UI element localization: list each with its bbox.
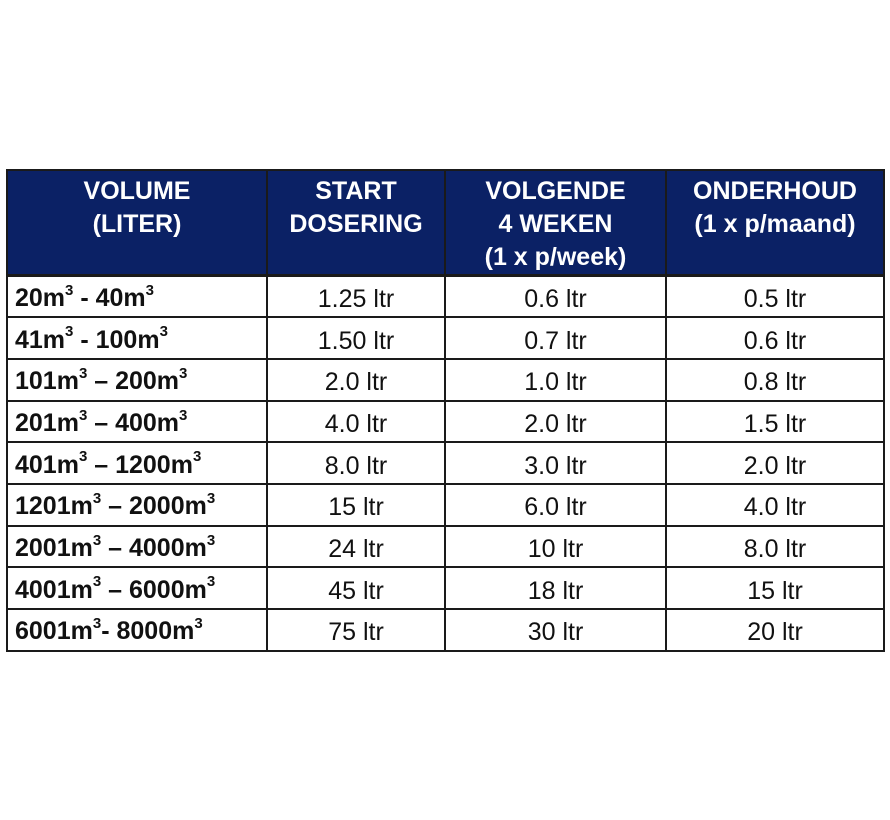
start-dose-cell: 24 ltr (267, 526, 445, 568)
volume-range-cell (7, 276, 267, 318)
table-row (7, 567, 884, 609)
header-volume-line-2: (LITER) (92, 210, 182, 238)
range-to: 40m (95, 284, 146, 313)
table-row (7, 609, 884, 651)
range-to: 200m (115, 367, 180, 396)
range-separator: - (73, 284, 96, 313)
range-to: 6000m (129, 575, 207, 604)
range-from-exponent: 3 (92, 573, 102, 591)
volume-range-cell (7, 484, 267, 526)
range-separator: – (101, 492, 129, 521)
weekly-dose-cell: 6.0 ltr (445, 484, 666, 526)
table-row (7, 526, 884, 568)
maintenance-dose-cell: 4.0 ltr (666, 484, 884, 526)
table-row (7, 442, 884, 484)
range-to: 1200m (115, 450, 193, 479)
range-to-exponent: 3 (179, 364, 188, 382)
table-row (7, 359, 884, 401)
header-volume-line-1: VOLUME (83, 177, 191, 205)
range-separator: – (87, 408, 116, 437)
header-start-line-1: START (315, 177, 397, 205)
range-to-exponent: 3 (159, 323, 168, 341)
range-separator: – (87, 367, 116, 396)
maintenance-dose-cell: 0.5 ltr (666, 276, 884, 318)
volume-range-cell (7, 609, 267, 651)
weekly-dose-cell: 2.0 ltr (445, 401, 666, 443)
weekly-dose-cell: 10 ltr (445, 526, 666, 568)
maintenance-dose-cell: 15 ltr (666, 567, 884, 609)
range-to-exponent: 3 (206, 489, 216, 507)
volume-range-cell (7, 359, 267, 401)
maintenance-dose-cell: 20 ltr (666, 609, 884, 651)
range-separator: - (73, 325, 96, 354)
range-to-exponent: 3 (145, 281, 154, 299)
range-separator: – (101, 533, 129, 562)
start-dose-cell: 15 ltr (267, 484, 445, 526)
maintenance-dose-cell: 8.0 ltr (666, 526, 884, 568)
volume-range-cell (7, 526, 267, 568)
table-row (7, 484, 884, 526)
start-dose-cell: 1.50 ltr (267, 317, 445, 359)
start-dose-cell: 2.0 ltr (267, 359, 445, 401)
maintenance-dose-cell: 2.0 ltr (666, 442, 884, 484)
maintenance-dose-cell: 0.8 ltr (666, 359, 884, 401)
table-row (7, 401, 884, 443)
range-from-exponent: 3 (92, 489, 102, 507)
header-volgende-line-3: (1 x p/week) (484, 243, 627, 271)
start-dose-cell: 4.0 ltr (267, 401, 445, 443)
range-from: 201m (15, 408, 79, 437)
range-separator: - (101, 617, 117, 646)
range-from: 401m (15, 450, 79, 479)
range-from: 2001m (15, 533, 93, 562)
maintenance-dose-cell: 1.5 ltr (666, 401, 884, 443)
weekly-dose-cell: 18 ltr (445, 567, 666, 609)
start-dose-cell: 8.0 ltr (267, 442, 445, 484)
start-dose-cell: 45 ltr (267, 567, 445, 609)
range-from-exponent: 3 (78, 364, 88, 382)
range-to-exponent: 3 (206, 531, 216, 549)
range-to: 4000m (129, 533, 207, 562)
maintenance-dose-cell: 0.6 ltr (666, 317, 884, 359)
header-volgende-weken (445, 170, 666, 276)
range-from-exponent: 3 (78, 448, 88, 466)
range-to-exponent: 3 (192, 448, 202, 466)
header-onderhoud (666, 170, 884, 276)
range-to: 2000m (129, 492, 207, 521)
weekly-dose-cell: 3.0 ltr (445, 442, 666, 484)
table-body (7, 276, 884, 651)
range-from-exponent: 3 (92, 615, 102, 633)
range-from-exponent: 3 (65, 323, 74, 341)
range-to: 400m (115, 408, 180, 437)
table-row (7, 276, 884, 318)
volume-range-cell (7, 401, 267, 443)
range-to-exponent: 3 (179, 406, 188, 424)
start-dose-cell: 75 ltr (267, 609, 445, 651)
range-from: 1201m (15, 492, 93, 521)
header-volume (7, 170, 267, 276)
range-from: 20m (15, 284, 66, 313)
volume-range-cell (7, 317, 267, 359)
weekly-dose-cell: 30 ltr (445, 609, 666, 651)
header-start-dosering (267, 170, 445, 276)
range-to: 100m (95, 325, 160, 354)
weekly-dose-cell: 1.0 ltr (445, 359, 666, 401)
header-start-line-2: DOSERING (289, 210, 423, 238)
range-from: 4001m (15, 575, 93, 604)
range-from: 101m (15, 367, 79, 396)
volume-range-cell (7, 567, 267, 609)
header-onderhoud-line-2: (1 x p/maand) (694, 210, 856, 238)
range-from-exponent: 3 (92, 531, 102, 549)
start-dose-cell: 1.25 ltr (267, 276, 445, 318)
header-row (7, 170, 884, 276)
table-row (7, 317, 884, 359)
weekly-dose-cell: 0.6 ltr (445, 276, 666, 318)
header-volgende-line-1: VOLGENDE (485, 177, 626, 205)
range-to: 8000m (116, 617, 195, 646)
range-from-exponent: 3 (65, 281, 74, 299)
table-header (7, 170, 884, 276)
range-from: 41m (15, 325, 66, 354)
range-separator: – (87, 450, 116, 479)
range-from-exponent: 3 (78, 406, 88, 424)
volume-range-cell (7, 442, 267, 484)
range-separator: – (101, 575, 129, 604)
weekly-dose-cell: 0.7 ltr (445, 317, 666, 359)
header-volgende-line-2: 4 WEKEN (498, 210, 613, 238)
range-from: 6001m (15, 617, 93, 646)
range-to-exponent: 3 (194, 615, 203, 633)
header-onderhoud-line-1: ONDERHOUD (693, 177, 857, 205)
range-to-exponent: 3 (206, 573, 216, 591)
dosage-table (6, 169, 885, 652)
